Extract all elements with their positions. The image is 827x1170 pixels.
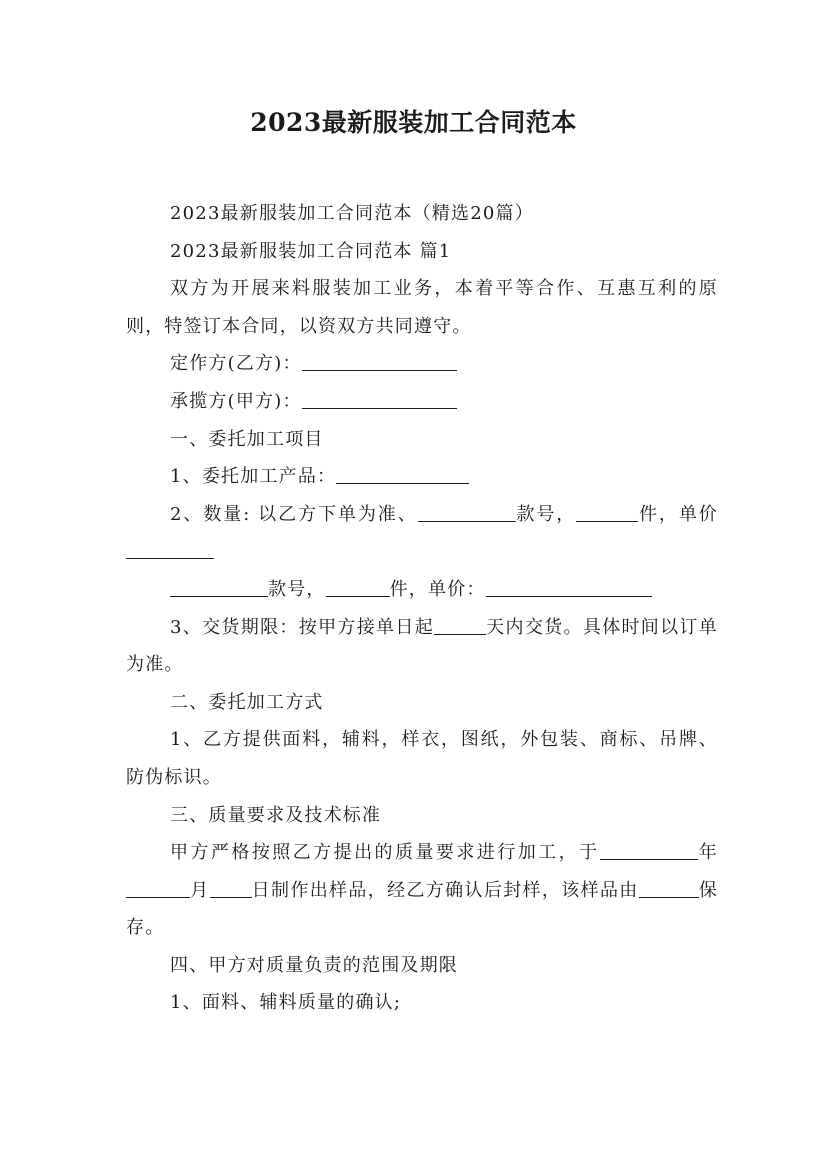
quality-text: 甲方严格按照乙方提出的质量要求进行加工，于: [170, 842, 600, 864]
pieces-blank-2: [326, 578, 390, 597]
subtitle-line: 2023最新服装加工合同范本（精选20篇）: [170, 203, 534, 224]
section3-heading: 三、质量要求及技术标准: [170, 804, 382, 826]
day-blank: [210, 879, 252, 898]
intro-paragraph: 双方为开展来料服装加工业务，本着平等合作、互惠互利的原则，特签订本合同，以资双方共同遵守。: [126, 278, 718, 337]
unit-price-blank-2: [486, 578, 652, 597]
pieces-unit-price-label: 件，单价: [638, 503, 718, 525]
party-b-line: [126, 345, 718, 383]
section4-heading: 四、甲方对质量负责的范围及期限: [170, 954, 458, 976]
item3-paragraph: [126, 834, 718, 947]
pieces-unit-price-label-2: 件，单价：: [389, 578, 486, 600]
party-a-label: 承揽方(甲方)：: [170, 390, 302, 412]
custodian-blank: [639, 879, 699, 898]
item1-3-line: [126, 609, 718, 684]
unit-price-blank: [126, 540, 214, 559]
style-number-blank: [418, 503, 516, 522]
year-label: 年: [697, 842, 719, 864]
section1-heading: 一、委托加工项目: [170, 428, 324, 450]
party-a-blank: [302, 390, 457, 409]
sample-text: 日制作出样品，经乙方确认后封样，该样品由: [251, 879, 639, 901]
delivery-term-text: 3、交货期限：按甲方接单日起: [170, 616, 435, 638]
style-number-label: 款号，: [515, 503, 577, 525]
item1-2-line: [126, 496, 718, 571]
item4-1-line: 1、面料、辅料质量的确认;: [170, 992, 402, 1014]
item2-1-line: 1、乙方提供面料，辅料，样衣，图纸，外包装、商标、吊牌、防伪标识。: [126, 729, 718, 788]
document-body: [126, 195, 718, 1022]
item1-1-line: [126, 458, 718, 496]
pieces-blank: [576, 503, 638, 522]
section2-heading: 二、委托加工方式: [170, 691, 324, 713]
delivery-days-blank: [434, 616, 486, 635]
party-b-label: 定作方(乙方)：: [170, 353, 302, 375]
year-blank: [600, 841, 698, 860]
item1-1-label: 1、委托加工产品：: [170, 466, 337, 488]
style-number-blank-2: [170, 578, 268, 597]
quantity-text: 2、数量: 以乙方下单为准、: [170, 503, 418, 525]
document-title: 2023最新服装加工合同范本: [250, 108, 577, 137]
style-number-label-2: 款号，: [268, 578, 326, 600]
product-blank: [336, 465, 469, 484]
month-label: 月: [190, 879, 210, 901]
month-blank: [126, 879, 190, 898]
article-heading: 2023最新服装加工合同范本 篇1: [170, 240, 452, 262]
item1-2b-line: [126, 571, 718, 609]
party-b-blank: [302, 352, 457, 371]
sample-text-end: 保存。: [126, 879, 719, 939]
delivery-term-text-2: 天内交货。具体时间以订单为准。: [126, 616, 718, 676]
party-a-line: [126, 383, 718, 421]
